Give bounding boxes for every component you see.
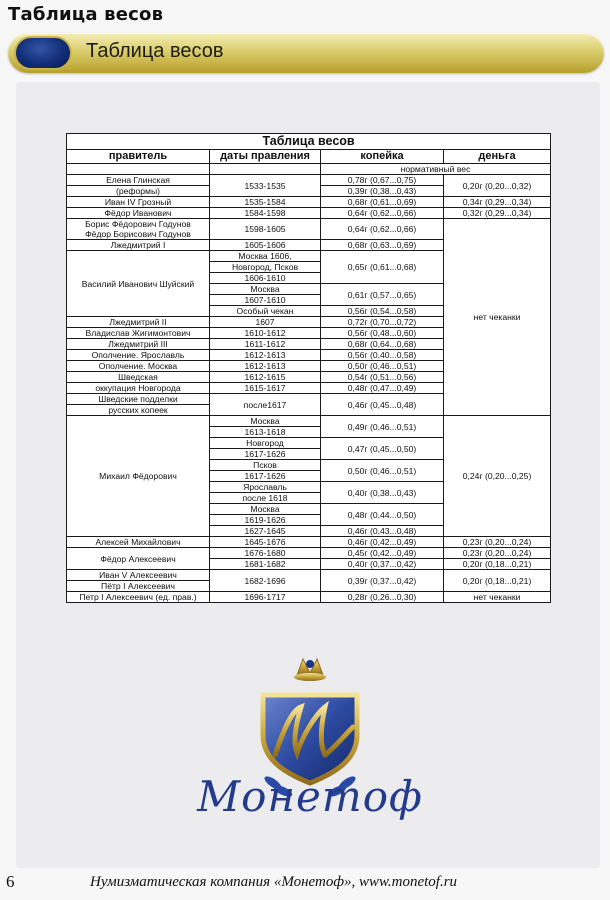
ruler-cell: Фёдор Иванович: [67, 208, 210, 219]
denga-no-minting-cell: нет чеканки: [444, 219, 551, 416]
kopeyka-cell: 0,50г (0,46...0,51): [321, 361, 444, 372]
kopeyka-cell: 0,39г (0,37...0,42): [321, 570, 444, 592]
kopeyka-cell: 0,68г (0,64...0,68): [321, 339, 444, 350]
ruler-cell: (реформы): [67, 186, 210, 197]
subheader-normative-weight: нормативный вес: [321, 164, 551, 175]
page-heading: Таблица весов: [8, 4, 164, 25]
ruler-cell: Иван V Алексеевич: [67, 570, 210, 581]
dates-cell: Псков: [210, 460, 321, 471]
dates-cell: 1607: [210, 317, 321, 328]
dates-cell: 1615-1617: [210, 383, 321, 394]
denga-cell: 0,20г (0,20...0,32): [444, 175, 551, 197]
ruler-cell: Ополчение. Ярославль: [67, 350, 210, 361]
kopeyka-cell: 0,48г (0,47...0,49): [321, 383, 444, 394]
kopeyka-cell: 0,40г (0,38...0,43): [321, 482, 444, 504]
kopeyka-cell: 0,49г (0,46...0,51): [321, 416, 444, 438]
ruler-line: Фёдор Борисович Годунов: [85, 229, 191, 239]
ruler-cell: оккупация Новгорода: [67, 383, 210, 394]
denga-cell: 0,23г (0,20...0,24): [444, 537, 551, 548]
header-denga: деньга: [444, 150, 551, 164]
denga-cell: 0,24г (0,20...0,25): [444, 416, 551, 537]
dates-cell: Москва: [210, 284, 321, 295]
kopeyka-cell: 0,72г (0,70...0,72): [321, 317, 444, 328]
kopeyka-cell: 0,28г (0,26...0,30): [321, 592, 444, 603]
banner-orb-icon: [14, 36, 72, 70]
dates-cell: 1535-1584: [210, 197, 321, 208]
dates-cell: 1533-1535: [210, 175, 321, 197]
denga-cell: 0,32г (0,29...0,34): [444, 208, 551, 219]
kopeyka-cell: 0,56г (0,40...0,58): [321, 350, 444, 361]
dates-cell: 1598-1605: [210, 219, 321, 240]
ruler-cell: [67, 219, 210, 240]
kopeyka-cell: 0,56г (0,48...0,60): [321, 328, 444, 339]
ruler-cell: Петр I Алексеевич (ед. прав.): [67, 592, 210, 603]
table-row: [67, 548, 551, 559]
kopeyka-cell: 0,65г (0,61...0,68): [321, 251, 444, 284]
dates-cell: 1612-1613: [210, 350, 321, 361]
dates-cell: 1617-1626: [210, 449, 321, 460]
dates-cell: Ярославль: [210, 482, 321, 493]
ruler-cell: Лжедмитрий I: [67, 240, 210, 251]
logo-wordmark: Монетоф: [197, 772, 423, 821]
kopeyka-cell: 0,56г (0,54...0,58): [321, 306, 444, 317]
kopeyka-cell: 0,54г (0,51...0,56): [321, 372, 444, 383]
banner-title: Таблица весов: [86, 40, 224, 62]
table-row: [67, 208, 551, 219]
table-title: Таблица весов: [67, 134, 551, 150]
dates-cell: Москва: [210, 504, 321, 515]
dates-cell: 1696-1717: [210, 592, 321, 603]
header-ruler: правитель: [67, 150, 210, 164]
dates-cell: 1611-1612: [210, 339, 321, 350]
table-row: [67, 219, 551, 240]
kopeyka-cell: 0,64г (0,62...0,66): [321, 208, 444, 219]
weights-table: [66, 133, 550, 603]
denga-cell: 0,23г (0,20...0,24): [444, 548, 551, 559]
kopeyka-cell: 0,68г (0,63...0,69): [321, 240, 444, 251]
dates-cell: после 1618: [210, 493, 321, 504]
dates-cell: 1681-1682: [210, 559, 321, 570]
kopeyka-cell: 0,46г (0,45...0,48): [321, 394, 444, 416]
dates-cell: 1619-1626: [210, 515, 321, 526]
dates-cell: после1617: [210, 394, 321, 416]
table-row: [67, 175, 551, 186]
header-dates: даты правления: [210, 150, 321, 164]
dates-cell: Москва: [210, 416, 321, 427]
denga-cell: 0,20г (0,18...0,21): [444, 559, 551, 570]
table-row: [67, 592, 551, 603]
dates-cell: 1627-1645: [210, 526, 321, 537]
ruler-cell: Лжедмитрий II: [67, 317, 210, 328]
crown-icon: [294, 659, 326, 681]
table-row: [67, 570, 551, 581]
dates-cell: Москва 1606,: [210, 251, 321, 262]
ruler-cell: Пётр I Алексеевич: [67, 581, 210, 592]
kopeyka-cell: 0,50г (0,46...0,51): [321, 460, 444, 482]
dates-cell: Новгород, Псков: [210, 262, 321, 273]
ruler-cell: Владислав Жигимонтович: [67, 328, 210, 339]
dates-cell: 1607-1610: [210, 295, 321, 306]
ruler-cell: Василий Иванович Шуйский: [67, 251, 210, 317]
kopeyka-cell: 0,39г (0,38...0,43): [321, 186, 444, 197]
kopeyka-cell: 0,64г (0,62...0,66): [321, 219, 444, 240]
kopeyka-cell: 0,45г (0,42...0,49): [321, 548, 444, 559]
denga-cell: нет чеканки: [444, 592, 551, 603]
dates-cell: 1613-1618: [210, 427, 321, 438]
ruler-cell: Ополчение. Москва: [67, 361, 210, 372]
kopeyka-cell: 0,61г (0,57...0,65): [321, 284, 444, 306]
dates-cell: 1610-1612: [210, 328, 321, 339]
ruler-cell: Елена Глинская: [67, 175, 210, 186]
ruler-cell: русских копеек: [67, 405, 210, 416]
kopeyka-cell: 0,47г (0,45...0,50): [321, 438, 444, 460]
table-row: [67, 416, 551, 427]
ruler-cell: Фёдор Алексеевич: [67, 548, 210, 570]
dates-cell: 1605-1606: [210, 240, 321, 251]
dates-cell: 1617-1626: [210, 471, 321, 482]
dates-cell: 1606-1610: [210, 273, 321, 284]
dates-cell: Новгород: [210, 438, 321, 449]
denga-cell: 0,20г (0,18...0,21): [444, 570, 551, 592]
table-row: [67, 537, 551, 548]
kopeyka-cell: 0,40г (0,37...0,42): [321, 559, 444, 570]
header-kopeyka: копейка: [321, 150, 444, 164]
ruler-cell: Иван IV Грозный: [67, 197, 210, 208]
dates-cell: 1676-1680: [210, 548, 321, 559]
dates-cell: 1645-1676: [210, 537, 321, 548]
dates-cell: Особый чекан: [210, 306, 321, 317]
dates-cell: 1682-1696: [210, 570, 321, 592]
denga-cell: 0,34г (0,29...0,34): [444, 197, 551, 208]
footer-text: Нумизматическая компания «Монетоф», www.monetof.ru: [90, 874, 458, 890]
ruler-cell: Алексей Михайлович: [67, 537, 210, 548]
kopeyka-cell: 0,48г (0,44...0,50): [321, 504, 444, 526]
ruler-cell: Шведская: [67, 372, 210, 383]
dates-cell: 1612-1613: [210, 361, 321, 372]
table-row: [67, 197, 551, 208]
kopeyka-cell: 0,68г (0,61...0,69): [321, 197, 444, 208]
ruler-cell: Лжедмитрий III: [67, 339, 210, 350]
kopeyka-cell: 0,46г (0,43...0,48): [321, 526, 444, 537]
ruler-cell: Михаил Фёдорович: [67, 416, 210, 537]
kopeyka-cell: 0,78г (0,67...0,75): [321, 175, 444, 186]
page-number: 6: [6, 872, 15, 891]
kopeyka-cell: 0,46г (0,42...0,49): [321, 537, 444, 548]
ruler-cell: Шведские подделки: [67, 394, 210, 405]
ruler-line: Борис Фёдорович Годунов: [85, 219, 191, 229]
dates-cell: 1584-1598: [210, 208, 321, 219]
dates-cell: 1612-1615: [210, 372, 321, 383]
